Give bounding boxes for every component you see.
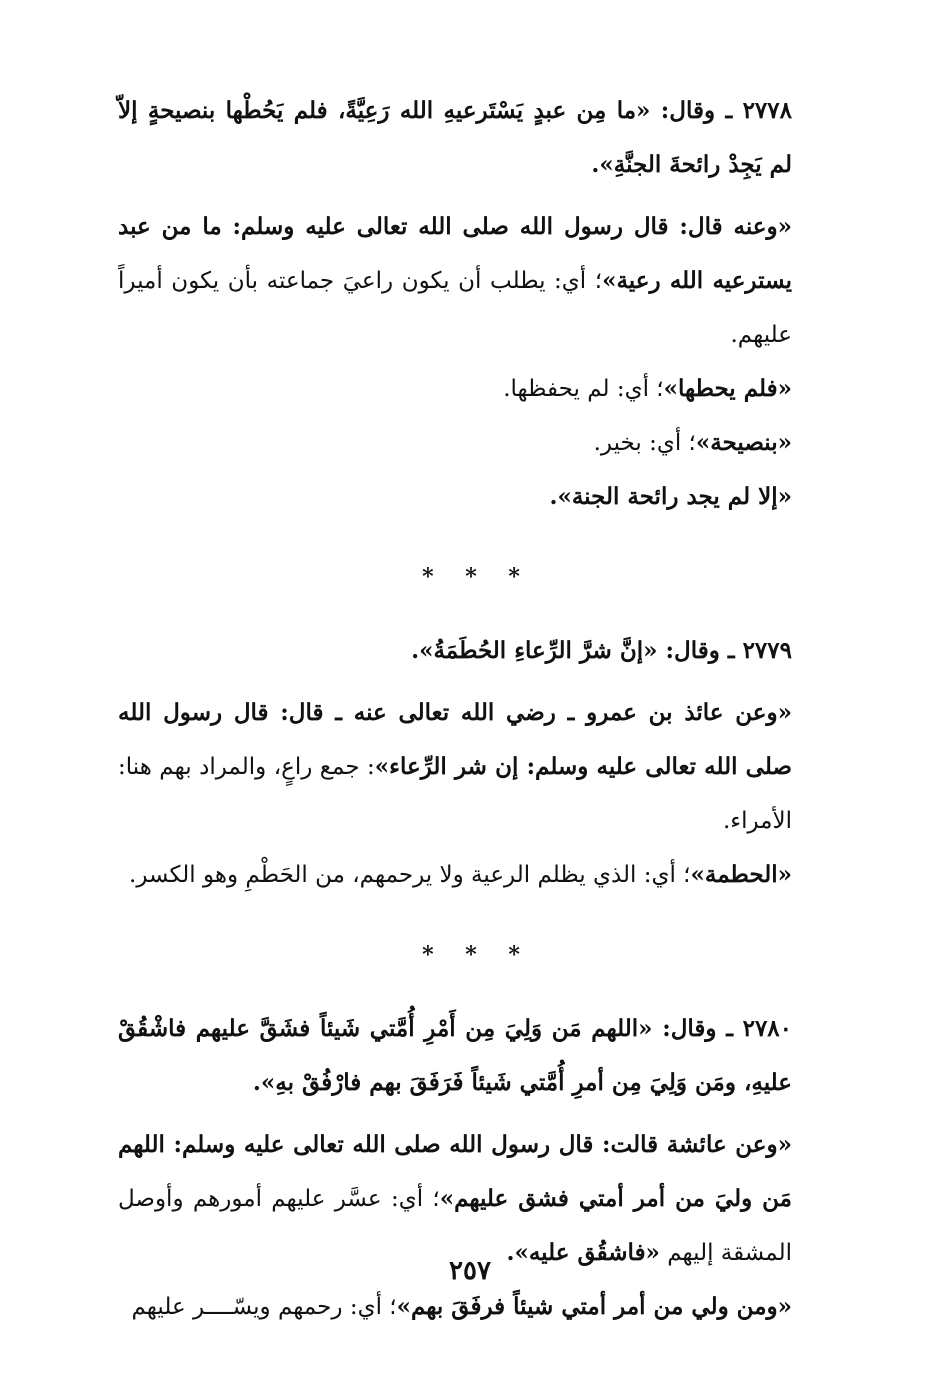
- quoted-phrase: «ومن ولي من أمر أمتي شيئاً فرفَقَ بهم»: [396, 1293, 792, 1320]
- quoted-phrase: «وعن عائذ بن عمرو ـ رضي الله تعالى عنه ـ قال: قال رسول الله صلى الله تعالى عليه وسلم: إن شر الرِّعاء»: [118, 699, 792, 780]
- explanation: ؛ أي: لم يحفظها.: [503, 376, 664, 402]
- quoted-phrase: «الحطمة»: [690, 861, 792, 888]
- quoted-phrase: «وعن عائشة قالت: قال رسول الله صلى الله تعالى عليه وسلم: اللهم مَن وليَ من أمر أمتي فشق عليهم»: [118, 1131, 792, 1212]
- quoted-phrase: «بنصيحة»: [695, 429, 792, 456]
- quoted-phrase: «وعنه قال: قال رسول الله صلى الله تعالى عليه وسلم: ما من عبد يسترعيه الله رعية»: [118, 213, 792, 294]
- section-separator: * * *: [422, 942, 532, 968]
- hadith-text: «إنَّ شرَّ الرِّعاءِ الحُطَمَةُ».: [411, 637, 658, 664]
- explanation: ؛ أي: رحمهم ويسّــــر عليهم: [131, 1294, 397, 1320]
- qal-label: وقال:: [660, 97, 716, 124]
- qal-label: وقال:: [662, 1015, 717, 1042]
- quoted-phrase: «إلا لم يجد رائحة الجنة».: [549, 483, 792, 510]
- qal-label: وقال:: [665, 637, 720, 664]
- explanation: ؛ أي: عسَّر عليهم أمورهم وأوصل المشقة إليهم: [118, 1186, 792, 1266]
- commentary-paragraph: [118, 686, 836, 848]
- explanation: ؛ أي: يطلب أن يكون راعيَ جماعته بأن يكون أميراً عليهم.: [118, 268, 792, 348]
- quoted-phrase: «فاشقُق عليه».: [506, 1239, 660, 1266]
- quoted-phrase: «فلم يحطها»: [663, 375, 792, 402]
- commentary-paragraph: [118, 362, 836, 416]
- commentary-paragraph: [118, 470, 836, 524]
- hadith-2779-heading: [118, 624, 836, 678]
- commentary-paragraph: [118, 848, 836, 902]
- hadith-number: ٢٧٧٩ ـ: [727, 637, 792, 664]
- commentary-paragraph: [118, 416, 836, 470]
- explanation: ؛ أي: الذي يظلم الرعية ولا يرحمهم، من الحَطْمِ وهو الكسر.: [129, 862, 691, 888]
- section-separator: * * *: [422, 564, 532, 590]
- explanation: : جمع راعٍ، والمراد بهم هنا: الأمراء.: [118, 754, 792, 834]
- hadith-number: ٢٧٨٠ ـ: [726, 1015, 793, 1042]
- page-number: ٢٥٧: [449, 1256, 491, 1286]
- page-body: [118, 84, 836, 1334]
- explanation: ؛ أي: بخير.: [593, 430, 696, 456]
- commentary-paragraph: [118, 200, 836, 362]
- hadith-number: ٢٧٧٨ ـ: [725, 97, 792, 124]
- commentary-paragraph: [118, 1280, 836, 1334]
- hadith-text: «اللهم مَن وَلِيَ مِن أَمْرِ أُمَّتي شَيئاً فشَقَّ عليهم فاشْقُقْ عليهِ، ومَن وَلِيَ مِن أمرِ أُمَّتي شَيئاً فَرَفَقَ بهم فارْفُقْ بهِ».: [118, 1015, 792, 1096]
- hadith-2778-heading: [118, 84, 836, 192]
- hadith-2780-heading: [118, 1002, 836, 1110]
- hadith-text: «ما مِن عبدٍ يَسْتَرعيهِ الله رَعِيَّةً، فلم يَحُطْها بنصيحةٍ إلاّ لم يَجِدْ رائحةَ الجنَّةِ».: [118, 97, 792, 178]
